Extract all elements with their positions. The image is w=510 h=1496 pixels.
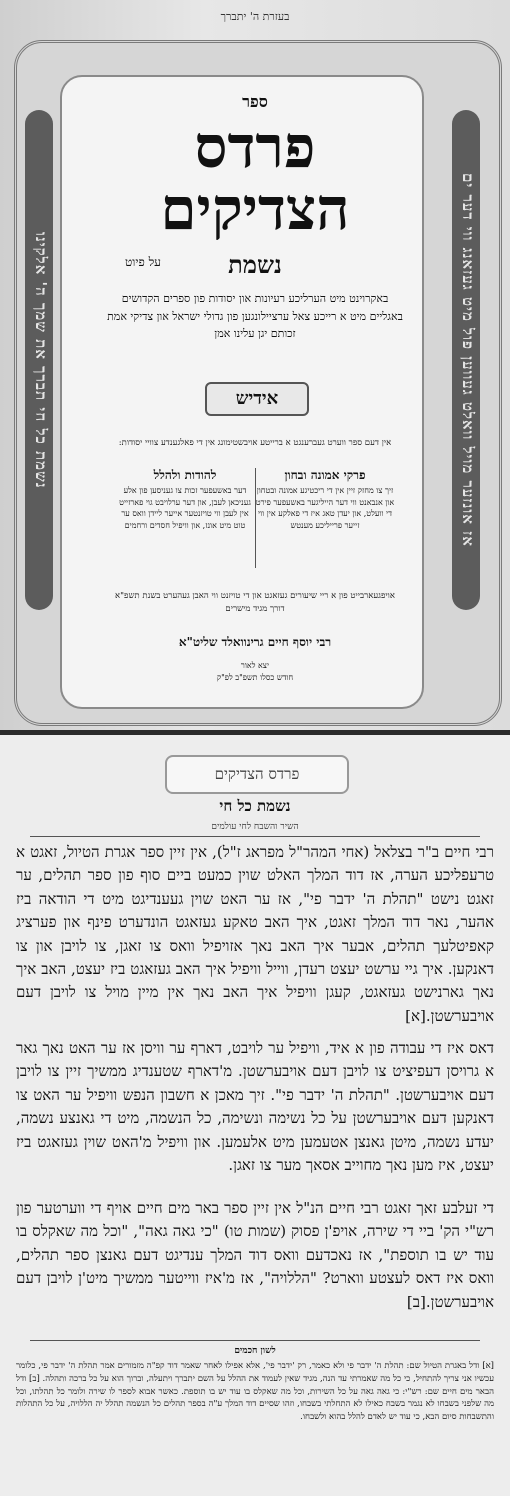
intro-text: באקרוינט מיט הערליכע רעיונות און יסודות פון ספרים הקדושים באגליים מיט א רייכע צאל ערציילונגען פון גדולי ישראל און צדיקי אמת זכותם יגן עלינו אמן <box>107 292 403 341</box>
section-subtitle: השיר והשבח לחי עולמים <box>211 822 299 832</box>
book-title-line-1: פרדס <box>194 113 316 181</box>
publication-info: יצא לאור חודש כסלו תשפ"ב לפ"ק <box>216 661 294 682</box>
compiled-by: אויפגעארבייט פון א ריי שיעורים געזאגט און די טויזנט ווי האבן געהערט בשנת תשפ"א דורך מגיד מישרים <box>115 591 395 614</box>
contains-intro: אין דעם ספר ווערט געברענגט א ברייטע אויבשטימונג אין די פאלגענדע צוויי יסודות: <box>118 438 392 448</box>
side-verse-left: נשמת כל חי תברך את שמך ה' אלקינו <box>32 231 50 489</box>
title-page <box>0 0 510 730</box>
column-divider <box>255 468 256 568</box>
paragraph-3: די זעלבע זאך זאגט רבי חיים הנ"ל אין זיין ספר באר מים חיים אויף די ווערטער פון רש"י הק' ביי די שירה, אויפ'ן פסוק (שמות טו) "כי גאה גאה", "וכל מה שאקלס בו עוד יש בו תוספת", אז נאכדעם וואס דוד המלך ענדיגט דעם גאנצן ספר תהלים, וואס איז דאס לעצטע ווארט? "הללויה", אז מ'איז ווייטער ממשיך מיט'ן לויבן דעם אויבערשטן.[ב] <box>16 1199 494 1311</box>
footnotes: [א] ודל באגרת הטיול שם: תהלת ה' ידבר פי ולא כאמר, רק 'ידבר פי', אלא אפילו לאחר שאמר דוד קפ"ה מזמורים אמר תהלת ה' ידבר פי, כלומר עכשיו אני צריך להתחיל, כי כל מה שאמרתי עד הנה, מגיד שאין לעמוד את ההלל על השם יתברך ויתעלה, וברוך הוא על כל ברכה ותהלה. [ב] ודל הבאר מים חיים שם: רש"י: כי גאה גאה על כל השירות, וכל מה שאקלס בו עוד יש בו תוספת. כאשר אבוא לספר לו שירה ולומר כל תהלתו, וכל מה שלפני בשבחו לא נגמר בשבח כאילו לא התחלתי בשבחו, וזהו שסיים דוד המלך ע"ה בספר תהלים כל הנשמה תהלל יה הללויה, על כל התהלות והתשבחות סיום הבא, כי עוד יש לאדם להלל בהוא ולשבחו. <box>16 1361 494 1422</box>
running-title: פרדס הצדיקים <box>165 755 349 794</box>
paragraph-1: רבי חיים ב"ר בצלאל (אחי המהר"ל מפראג ז"ל), אין זיין ספר אגרת הטיול, זאגט א טרעפליכע הערה, אז דוד המלך האלט שוין כמעט ביים סוף פון ספר תהלים, ער זאגט נישט "תהלת ה' ידבר פי", אז ער האט שוין געענדיגט מיט די הודאה ביז אהער, נאר דוד המלך זאגט, איך האב טאקע געזאגט הונדערט פינף און פערציג קאפיטלעך תהלים, אבער איך האב נאך אזויפיל וואס צו זאגן, צו לויבן און צו דאנקען. איך גיי ערשט יעצט רעדן, ווייל וויפיל איך האב געזאגט ביז יעצט, האב איך נאך גארנישט געזאגט, קעגן וויפיל איך האב נאך אין מיין מויל צו לויבן דעם אויבערשטן.[א] <box>16 843 494 1025</box>
column-left-heading: להודות ולהלל <box>153 468 217 482</box>
footnote-rule <box>30 1340 480 1341</box>
paragraph-2: דאס איז די עבודה פון א איד, וויפיל ער לויבט, דארף ער וויסן אז ער האט נאך גאר א גרויסן דעפיציט צו לויבן דעם אויבערשטן. מ'דארף שטענדיג ממשיך זיין צו לויבן דעם אויבערשטן. "תהלת ה' ידבר פי". זיך מאכן א חשבון הנפש וויפיל ער האט צו דאנקען דעם אויבערשטן על כל נשימה ונשימה, כל הנשמה, מיט די גאנצע נשמה, יעדע נשמה, מיטן גאנצן אטעמען מיט אלעמען. און וויפיל מ'האט שוין געזאגט ביז יעצט, איז מען נאך מחוייב אסאך מער צו זאגן. <box>16 1039 494 1174</box>
column-right <box>255 468 395 531</box>
column-right-heading: פרקי אמונה ובחון <box>284 468 366 482</box>
sefer-label: ספר <box>242 92 268 111</box>
book-title-line-2: הצדיקים <box>160 175 350 243</box>
author-name: רבי יוסף חיים גרינוואלד שליט"א <box>178 635 332 649</box>
al-piyut-label: על פיוט <box>125 255 161 269</box>
footnotes-heading: לשון חכמים <box>234 1346 276 1356</box>
header-note: בעזרת ה' יתברך <box>220 10 290 23</box>
column-left <box>115 468 255 531</box>
section-title: נשמת כל חי <box>219 797 291 815</box>
column-right-body: זיך צו מחזק זיין אין די ריכטיגע אמונה ובטחון און אנבאנט ווי דער הייליגער באשעפער פירט די וועלט, און יעדן טאג איז די פאלקע אין ווי זייער פרייליכע מענטש <box>255 486 395 530</box>
subject-title: נשמת <box>228 250 282 279</box>
language-badge: אידיש <box>205 382 309 416</box>
side-verse-right: אז אונזער מויל וואלט געווען פול מיט געזאנג ווי דער ים <box>459 173 477 547</box>
column-left-body: דער באשעפער זכות צו געניסען פון אלע געניכאן לעבן, און דער ערלויבט גוי פארזייט אין לעבן ווי טויזנטער אייער ליידן וואס ער טוט מיט אונז, און וויפיל חסדים ורחמים <box>119 486 251 530</box>
text-page <box>0 735 510 1496</box>
title-content <box>15 0 495 730</box>
header-rule <box>30 836 480 837</box>
